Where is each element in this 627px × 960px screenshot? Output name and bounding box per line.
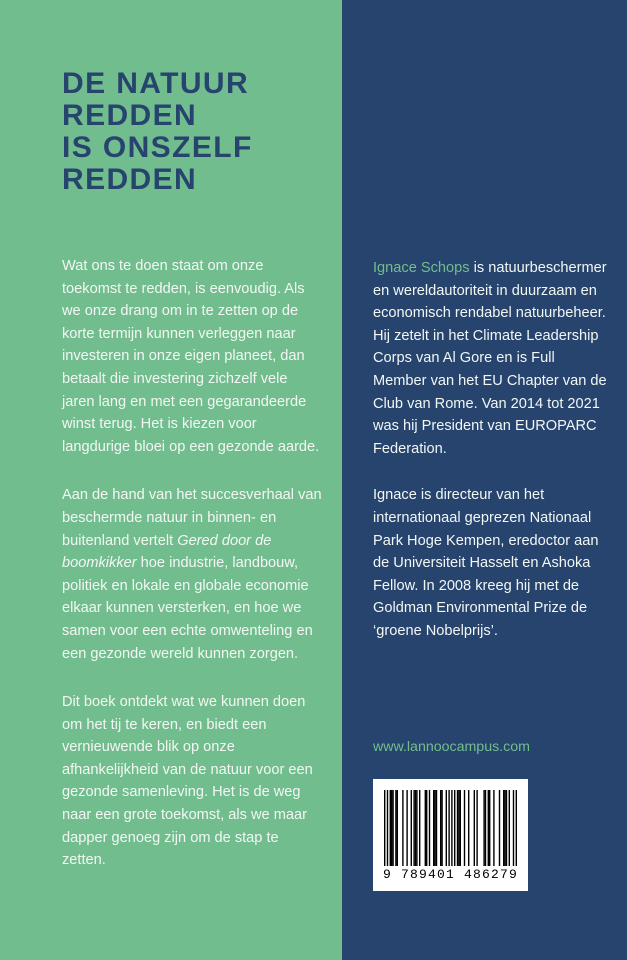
title-line-4: REDDEN <box>62 163 198 196</box>
blurb-paragraph-3: Dit boek ontdekt wat we kunnen doen om het tij te keren, en biedt een vernieuwende blik op onze afhankelijkheid van de natuur voor een gezonde samenleving. Het is de weg naar een grote toekomst, als we maar dapper genoeg zijn om de stap te zetten. <box>62 694 313 869</box>
author-name: Ignace Schops <box>373 260 470 276</box>
author-bio-paragraph-1 <box>373 257 611 460</box>
barcode-digits: 9 789401 486279 <box>382 867 519 882</box>
title-line-3: IS ONSZELF <box>62 131 253 164</box>
publisher-website[interactable]: www.lannoocampus.com <box>373 739 530 755</box>
author-bio-paragraph-2: Ignace is directeur van het internationaal geprezen Nationaal Park Hoge Kempen, eredoctor aan de Universiteit Hasselt en Ashoka Fellow. In 2008 kreeg hij met de Goldman Environmental Prize de ‘groene Nobelprijs’. <box>373 487 599 639</box>
barcode <box>373 779 528 891</box>
blurb-paragraph-1: Wat ons te doen staat om onze toekomst te redden, is eenvoudig. Als we onze drang om in te zetten op de korte termijn kunnen verleggen naar investeren in onze eigen planeet, dan betaalt die investering zichzelf vele jaren lang en met een gegarandeerde winst terug. Het is kiezen voor langdurige bloei op een gezonde aarde. <box>62 258 320 455</box>
blurb-column <box>62 255 324 872</box>
blurb-paragraph-2-part-1: Aan de hand van het succesverhaal van beschermde natuur in binnen- en buitenland vertelt <box>62 487 322 549</box>
page-title <box>62 68 332 196</box>
author-bio-text-1: is natuurbeschermer en wereldautoriteit in duurzaam en economisch rendabel natuurbeheer. Hij zetelt in het Climate Leadership Corps van Al Gore en is Full Member van het EU Chapter van de Club van Rome. Van 2014 tot 2021 was hij President van EUROPARC Federation. <box>373 260 607 457</box>
title-line-2: REDDEN <box>62 99 198 132</box>
author-bio-column <box>373 257 611 667</box>
referenced-book-title: Gered door de boomkikker <box>62 532 272 572</box>
blurb-paragraph-2 <box>62 484 324 665</box>
blurb-paragraph-2-part-2: hoe industrie, landbouw, politiek en lokale en globale economie elkaar kunnen versterken, en hoe we samen voor een echte omwenteling en een gezonde wereld kunnen zorgen. <box>62 555 313 662</box>
title-line-1: DE NATUUR <box>62 67 250 100</box>
barcode-bars-icon <box>384 790 517 866</box>
